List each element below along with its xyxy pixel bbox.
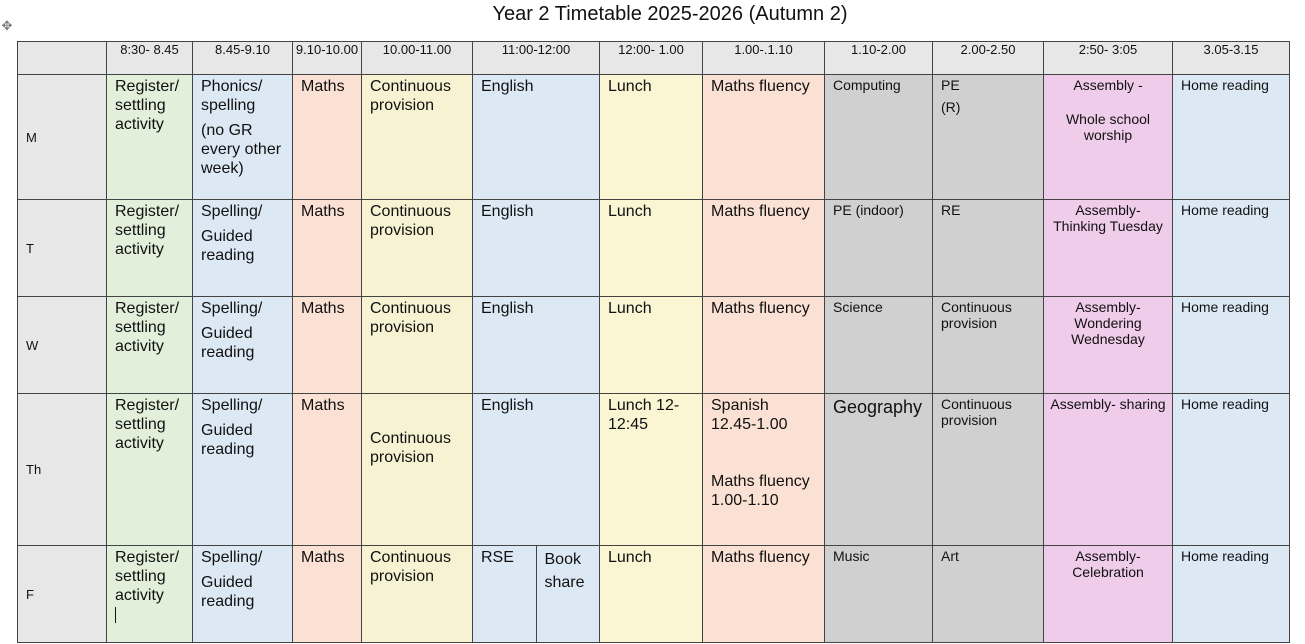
day-label[interactable]: M (18, 75, 107, 200)
cell-register[interactable]: Register/ settling activity (107, 75, 193, 200)
cell-assembly[interactable]: Assembly- Celebration (1044, 546, 1173, 643)
header-cell[interactable]: 9.10-10.00 (293, 42, 362, 75)
cell-note: (no GR every other week) (201, 122, 282, 177)
cell-afternoon2[interactable] (933, 75, 1044, 200)
cell-afternoon1[interactable]: Science (825, 297, 933, 394)
table-row-wednesday (18, 297, 1290, 394)
header-cell[interactable]: 11:00-12:00 (473, 42, 600, 75)
cell-lunch[interactable]: Lunch (600, 546, 703, 643)
cell-afternoon1[interactable]: Music (825, 546, 933, 643)
cell-text: PE (941, 77, 960, 93)
header-cell[interactable]: 8.45-9.10 (193, 42, 293, 75)
cell-fluency[interactable]: Maths fluency (703, 297, 825, 394)
table-move-handle-icon[interactable]: ✥ (1, 18, 13, 33)
cell-spelling[interactable] (193, 546, 293, 643)
cell-continuous[interactable] (362, 394, 473, 546)
cell-split-rse-bookshare[interactable] (473, 546, 600, 643)
table-row-thursday (18, 394, 1290, 546)
cell-english[interactable]: English (473, 297, 600, 394)
cell-afternoon2[interactable]: Art (933, 546, 1044, 643)
cell-home-reading[interactable]: Home reading (1173, 546, 1290, 643)
cell-text: Register/ settling activity (115, 549, 180, 604)
header-day-cell[interactable] (18, 42, 107, 75)
cell-afternoon1[interactable]: PE (indoor) (825, 200, 933, 297)
cell-fluency[interactable]: Maths fluency (703, 200, 825, 297)
cell-note: Maths fluency 1.00-1.10 (711, 473, 810, 509)
cell-maths[interactable]: Maths (293, 200, 362, 297)
table-row-tuesday (18, 200, 1290, 297)
cell-text: Continuous provision (370, 430, 451, 466)
cell-assembly[interactable] (1044, 75, 1173, 200)
cell-lunch[interactable]: Lunch (600, 75, 703, 200)
day-label[interactable]: W (18, 297, 107, 394)
cell-home-reading[interactable]: Home reading (1173, 75, 1290, 200)
day-label[interactable]: T (18, 200, 107, 297)
cell-continuous[interactable]: Continuous provision (362, 75, 473, 200)
cell-text: Assembly - (1073, 77, 1143, 93)
cell-phonics[interactable] (193, 75, 293, 200)
cell-assembly[interactable]: Assembly- Wondering Wednesday (1044, 297, 1173, 394)
table-row-monday (18, 75, 1290, 200)
header-cell[interactable]: 12:00- 1.00 (600, 42, 703, 75)
cell-assembly[interactable]: Assembly- sharing (1044, 394, 1173, 546)
cell-home-reading[interactable]: Home reading (1173, 200, 1290, 297)
header-cell[interactable]: 10.00-11.00 (362, 42, 473, 75)
header-cell[interactable]: 2:50- 3:05 (1044, 42, 1173, 75)
document-title: Year 2 Timetable 2025-2026 (Autumn 2) (492, 3, 848, 25)
cell-text: Phonics/ spelling (201, 78, 263, 114)
cell-spelling[interactable] (193, 394, 293, 546)
cell-register[interactable] (107, 546, 193, 643)
cell-text: Spanish 12.45-1.00 (711, 397, 788, 433)
cell-afternoon1[interactable]: Geography (825, 394, 933, 546)
cell-maths[interactable]: Maths (293, 546, 362, 643)
header-cell[interactable]: 2.00-2.50 (933, 42, 1044, 75)
cell-maths[interactable]: Maths (293, 75, 362, 200)
cell-continuous[interactable]: Continuous provision (362, 546, 473, 643)
cell-text: Spelling/ (201, 203, 263, 220)
cell-note: (R) (941, 99, 961, 115)
cell-spelling[interactable] (193, 297, 293, 394)
header-cell[interactable]: 3.05-3.15 (1173, 42, 1290, 75)
cell-continuous[interactable]: Continuous provision (362, 200, 473, 297)
cell-note: Whole school worship (1065, 111, 1151, 143)
header-cell[interactable]: 1.10-2.00 (825, 42, 933, 75)
text-cursor (115, 607, 116, 623)
header-cell[interactable]: 1.00-.1.10 (703, 42, 825, 75)
header-row (18, 42, 1290, 75)
cell-note: Guided reading (201, 574, 255, 610)
day-label[interactable]: Th (18, 394, 107, 546)
cell-home-reading[interactable]: Home reading (1173, 297, 1290, 394)
cell-spanish-fluency[interactable] (703, 394, 825, 546)
cell-text: Spelling/ (201, 397, 263, 414)
cell-assembly[interactable]: Assembly- Thinking Tuesday (1044, 200, 1173, 297)
cell-continuous[interactable]: Continuous provision (362, 297, 473, 394)
cell-english[interactable]: English (473, 75, 600, 200)
cell-maths[interactable]: Maths (293, 394, 362, 546)
cell-rse[interactable]: RSE (481, 549, 514, 566)
cell-register[interactable]: Register/ settling activity (107, 297, 193, 394)
cell-afternoon1[interactable]: Computing (825, 75, 933, 200)
cell-register[interactable]: Register/ settling activity (107, 394, 193, 546)
table-row-friday (18, 546, 1290, 643)
cell-register[interactable]: Register/ settling activity (107, 200, 193, 297)
cell-note: Guided reading (201, 325, 255, 361)
day-label[interactable]: F (18, 546, 107, 643)
cell-lunch[interactable]: Lunch 12-12:45 (600, 394, 703, 546)
cell-text: Spelling/ (201, 300, 263, 317)
cell-bookshare[interactable]: Book share (536, 546, 600, 642)
cell-afternoon2[interactable]: Continuous provision (933, 394, 1044, 546)
cell-fluency[interactable]: Maths fluency (703, 546, 825, 643)
cell-english[interactable]: English (473, 394, 600, 546)
cell-english[interactable]: English (473, 200, 600, 297)
cell-afternoon2[interactable]: RE (933, 200, 1044, 297)
cell-maths[interactable]: Maths (293, 297, 362, 394)
cell-note: Guided reading (201, 422, 255, 458)
cell-afternoon2[interactable]: Continuous provision (933, 297, 1044, 394)
timetable (17, 41, 1290, 643)
cell-home-reading[interactable]: Home reading (1173, 394, 1290, 546)
cell-lunch[interactable]: Lunch (600, 200, 703, 297)
cell-lunch[interactable]: Lunch (600, 297, 703, 394)
cell-spelling[interactable] (193, 200, 293, 297)
header-cell[interactable]: 8:30- 8.45 (107, 42, 193, 75)
cell-fluency[interactable]: Maths fluency (703, 75, 825, 200)
cell-text: Spelling/ (201, 549, 263, 566)
cell-note: Guided reading (201, 228, 255, 264)
